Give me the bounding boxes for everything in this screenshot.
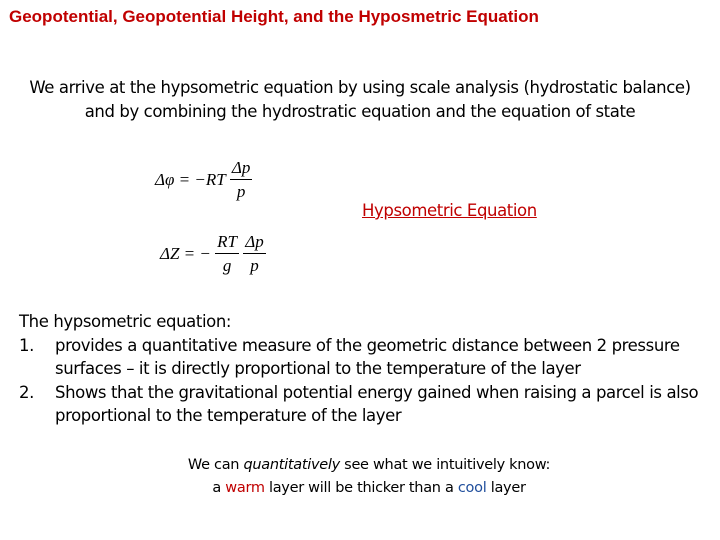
list-item-text: Shows that the gravitational potential energy gained when raising a parcel is also proportional to the temperature of the layer <box>55 382 699 425</box>
equation-2-frac1-numerator: RT <box>215 232 239 254</box>
conclusion-text: layer will be thicker than a <box>264 480 458 496</box>
list-item <box>19 334 709 381</box>
conclusion-line-1 <box>0 454 720 477</box>
equation-1-fraction <box>230 158 252 202</box>
hypsometric-equation-link[interactable]: Hypsometric Equation <box>362 201 537 220</box>
cool-word: cool <box>457 480 487 496</box>
conclusion-text: We can <box>187 457 244 473</box>
equation-2-fraction-2 <box>243 232 265 276</box>
conclusion-text: see what we intuitively know: <box>339 457 551 473</box>
geopotential-height-equation <box>160 232 266 276</box>
list-item-text: provides a quantitative measure of the geometric distance between 2 pressure surfaces – it is directly proportional to the temperature of the layer <box>55 335 680 378</box>
slide-title: Geopotential, Geopotential Height, and the Hyposmetric Equation <box>9 7 539 26</box>
conclusion-text: a <box>212 480 226 496</box>
equation-2-fraction-1 <box>215 232 239 276</box>
conclusion-emphasis: quantitatively <box>243 457 340 473</box>
geopotential-equation <box>155 158 252 202</box>
equation-1-numerator: Δp <box>230 158 252 180</box>
equation-2-frac2-denominator: p <box>250 256 259 275</box>
list-item-number: 1. <box>19 335 34 355</box>
intro-paragraph <box>0 76 720 124</box>
warm-word: warm <box>225 480 265 496</box>
equation-1-lhs: Δφ = −RT <box>155 170 226 189</box>
body-heading: The hypsometric equation: <box>19 312 232 331</box>
conclusion-text: layer <box>486 480 526 496</box>
intro-line-2: and by combining the hydrostratic equation and the equation of state <box>84 102 636 121</box>
equation-2-frac2-numerator: Δp <box>243 232 265 254</box>
intro-line-1: We arrive at the hypsometric equation by using scale analysis (hydrostatic balance) <box>29 78 691 97</box>
body-text <box>19 310 709 428</box>
list-item-number: 2. <box>19 382 34 402</box>
conclusion-line-2 <box>0 477 720 500</box>
list-item <box>19 381 709 428</box>
conclusion <box>0 454 720 500</box>
equation-2-frac1-denominator: g <box>222 256 232 275</box>
equation-1-denominator: p <box>236 182 246 201</box>
equation-2-lhs: ΔZ = − <box>160 244 211 263</box>
